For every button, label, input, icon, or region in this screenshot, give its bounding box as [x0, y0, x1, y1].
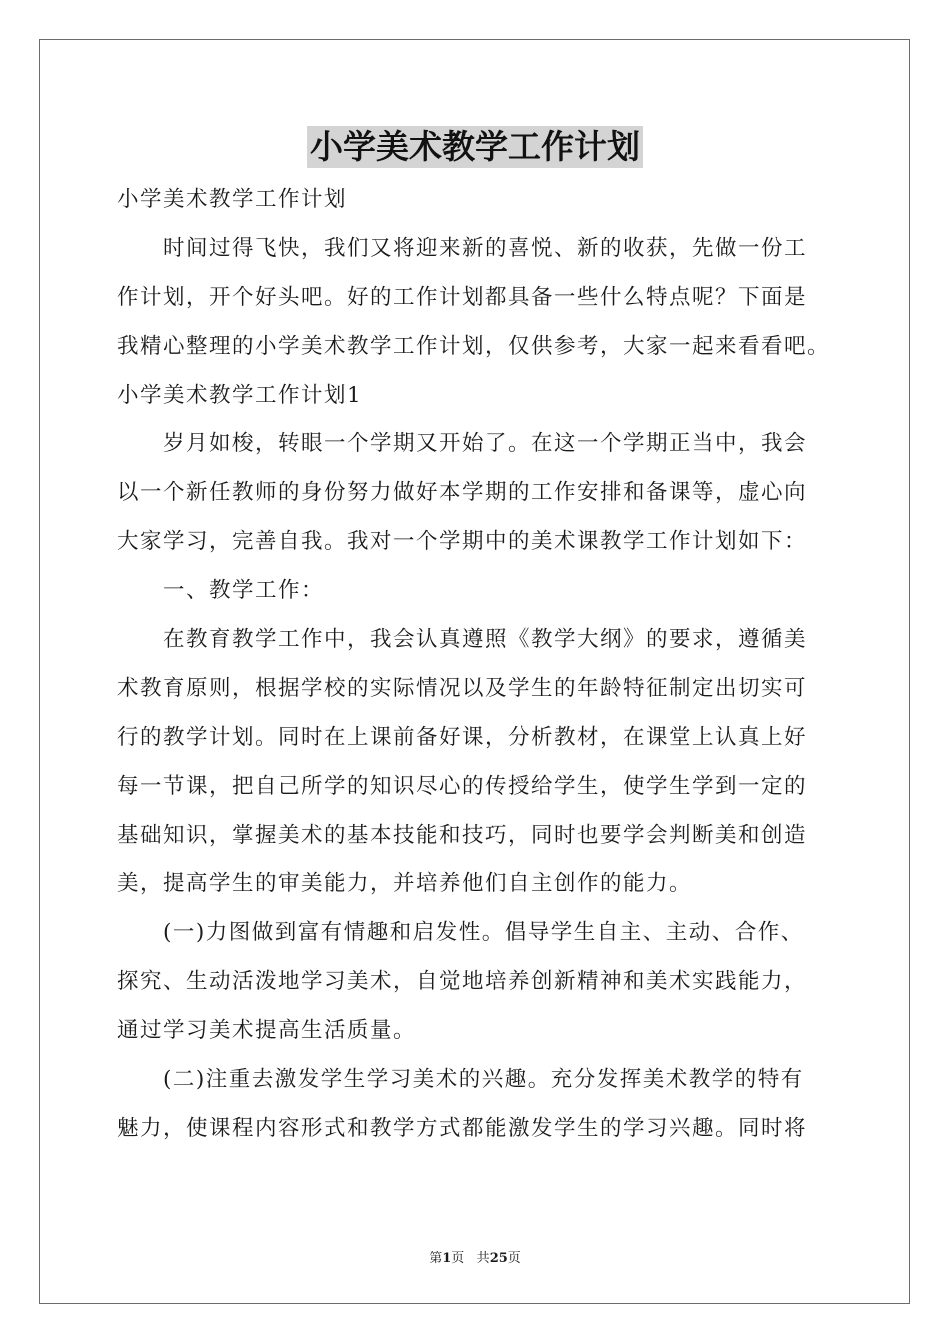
document-title: 小学美术教学工作计划 — [307, 126, 643, 168]
text-line: 在教育教学工作中，我会认真遵照《教学大纲》的要求，遵循美 — [163, 627, 808, 653]
page-footer — [0, 1247, 950, 1266]
text-line: 魅力，使课程内容形式和教学方式都能激发学生的学习兴趣。同时将 — [117, 1115, 808, 1141]
page-label-suffix: 页 — [451, 1251, 465, 1266]
total-label-prefix: 共 — [476, 1251, 490, 1266]
title-container — [0, 126, 950, 168]
text-line: 一、教学工作： — [163, 578, 325, 604]
text-line: 作计划，开个好头吧。好的工作计划都具备一些什么特点呢？下面是 — [117, 284, 808, 310]
text-line: 岁月如梭，转眼一个学期又开始了。在这一个学期正当中，我会 — [163, 431, 808, 457]
document-body — [117, 176, 835, 1154]
page-label-prefix: 第 — [429, 1251, 443, 1266]
text-line: 通过学习美术提高生活质量。 — [117, 1018, 417, 1044]
total-label-suffix: 页 — [507, 1251, 521, 1266]
text-line: 以一个新任教师的身份努力做好本学期的工作安排和备课等，虚心向 — [117, 480, 808, 506]
page-number: 1 — [442, 1251, 452, 1266]
text-line: 美，提高学生的审美能力，并培养他们自主创作的能力。 — [117, 871, 693, 897]
text-line: 探究、生动活泼地学习美术，自觉地培养创新精神和美术实践能力， — [117, 969, 808, 995]
text-line: 术教育原则，根据学校的实际情况以及学生的年龄特征制定出切实可 — [117, 675, 808, 701]
text-line: 时间过得飞快，我们又将迎来新的喜悦、新的收获，先做一份工 — [163, 235, 808, 261]
text-line: 小学美术教学工作计划1 — [117, 382, 363, 408]
text-line: 每一节课，把自己所学的知识尽心的传授给学生，使学生学到一定的 — [117, 773, 808, 799]
text-line: 我精心整理的小学美术教学工作计划，仅供参考，大家一起来看看吧。 — [117, 333, 831, 359]
text-line: 基础知识，掌握美术的基本技能和技巧，同时也要学会判断美和创造 — [117, 822, 808, 848]
total-pages: 25 — [489, 1251, 508, 1266]
text-line: 大家学习，完善自我。我对一个学期中的美术课教学工作计划如下： — [117, 529, 808, 555]
text-line: (一)力图做到富有情趣和启发性。倡导学生自主、主动、合作、 — [163, 920, 804, 946]
text-line: 小学美术教学工作计划 — [117, 187, 348, 212]
text-line: 行的教学计划。同时在上课前备好课，分析教材，在课堂上认真上好 — [117, 724, 808, 750]
text-line: (二)注重去激发学生学习美术的兴趣。充分发挥美术教学的特有 — [163, 1067, 804, 1093]
